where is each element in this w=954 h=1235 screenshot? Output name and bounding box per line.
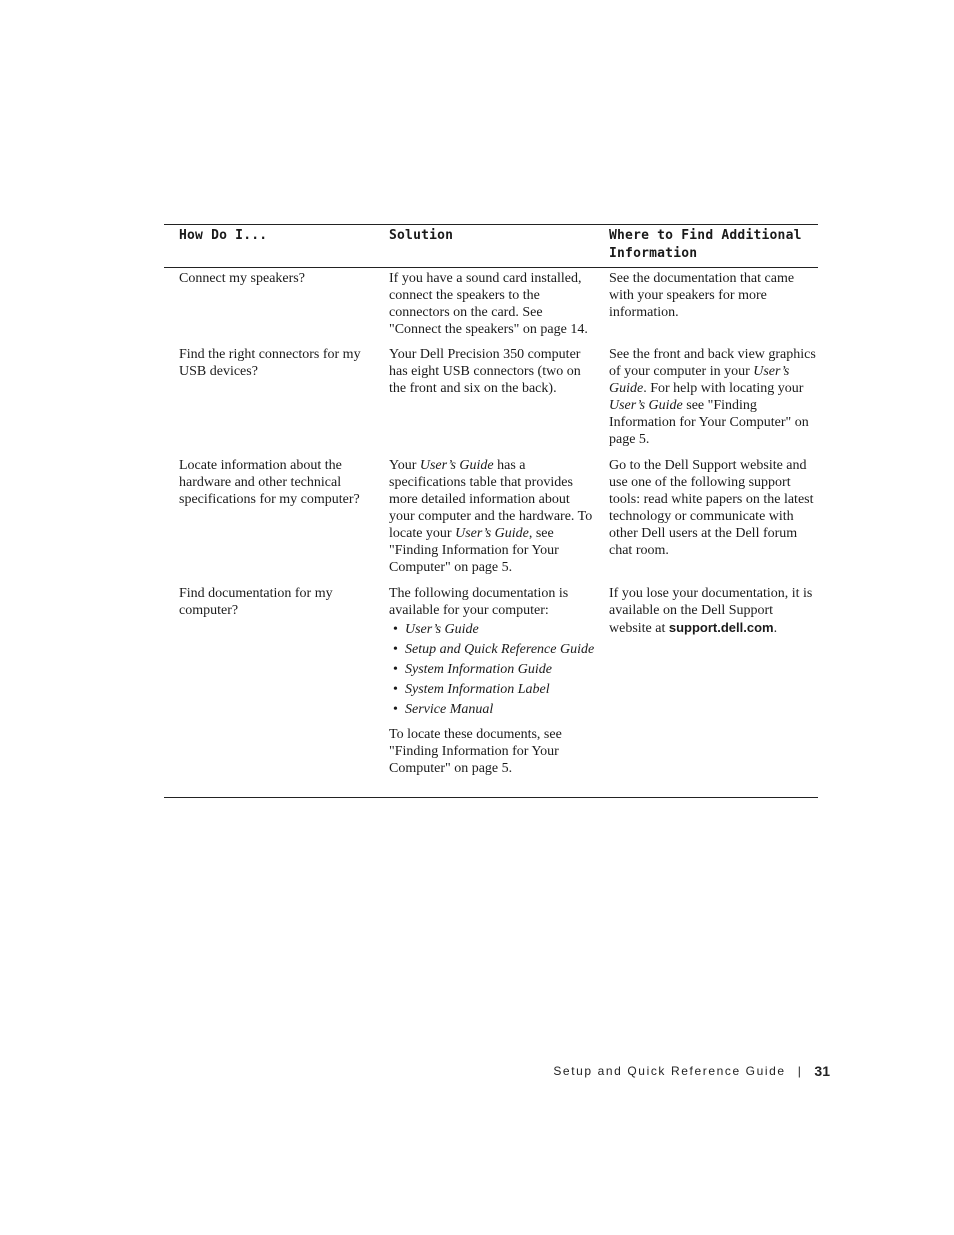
row-solution xyxy=(374,457,597,585)
list-item: • Setup and Quick Reference Guide xyxy=(389,641,597,658)
header-solution: Solution xyxy=(389,228,454,243)
list-item: • Service Manual xyxy=(389,701,597,718)
row-question: Find the right connectors for my USB devices? xyxy=(179,347,361,379)
text-span: see "Finding Information for Your Computer" on page 5. xyxy=(609,398,809,447)
row-solution: If you have a sound card installed, connect the speakers to the connectors on the card. See "Connect the speakers" on page 14. xyxy=(389,271,588,337)
footer-separator: | xyxy=(797,1064,803,1078)
row-where: See the documentation that came with your speakers for more information. xyxy=(609,271,795,320)
row-solution: Your Dell Precision 350 computer has eight USB connectors (two on the front and six on the back). xyxy=(389,347,581,396)
row-question: Locate information about the hardware and other technical specifications for my computer? xyxy=(179,458,360,507)
table-header-row xyxy=(164,225,818,268)
text-span: . For help with locating your xyxy=(643,381,804,396)
header-where-to-find: Where to Find Additional Information xyxy=(609,228,802,261)
users-guide-title: User’s Guide xyxy=(609,364,790,396)
users-guide-title: User’s Guide xyxy=(609,398,683,413)
table-row xyxy=(164,457,818,585)
footer-title: Setup and Quick Reference Guide xyxy=(553,1064,786,1078)
text-span: Your xyxy=(389,458,420,473)
row-where xyxy=(597,585,818,797)
users-guide-title: User’s Guide xyxy=(455,526,529,541)
table-row xyxy=(164,268,818,346)
row-where: Go to the Dell Support website and use one of the following support tools: read white papers on the latest technology or communicate with other Dell users at the Dell forum chat room. xyxy=(609,458,814,558)
list-item: • System Information Label xyxy=(389,681,597,698)
table-row xyxy=(164,346,818,457)
text-span: If you lose your documentation, it is available on the Dell Support website at xyxy=(609,586,813,636)
header-how-do-i: How Do I... xyxy=(179,228,268,243)
text-span: , see "Finding Information for Your Computer" on page 5. xyxy=(389,526,559,575)
documentation-list xyxy=(389,621,597,718)
row-where xyxy=(597,346,818,457)
page-footer xyxy=(553,1063,830,1079)
text-span: has a specifications table that provides more detailed information about your computer and the hardware. To locate your xyxy=(389,458,593,541)
row-question: Connect my speakers? xyxy=(179,271,305,286)
solution-intro: The following documentation is available for your computer: xyxy=(389,586,569,618)
text-span: See the front and back view graphics of your computer in your xyxy=(609,347,816,379)
table-row xyxy=(164,585,818,797)
users-guide-title: User’s Guide xyxy=(419,458,494,473)
row-solution xyxy=(374,585,597,797)
list-item: • System Information Guide xyxy=(389,661,597,678)
list-item: • User’s Guide xyxy=(389,621,597,638)
support-url: support.dell.com xyxy=(668,620,774,635)
solution-outro: To locate these documents, see "Finding Information for Your Computer" on page 5. xyxy=(389,727,562,776)
page-number: 31 xyxy=(814,1063,830,1079)
text-span: . xyxy=(773,621,778,636)
information-table xyxy=(164,224,818,798)
row-question: Find documentation for my computer? xyxy=(179,586,333,618)
